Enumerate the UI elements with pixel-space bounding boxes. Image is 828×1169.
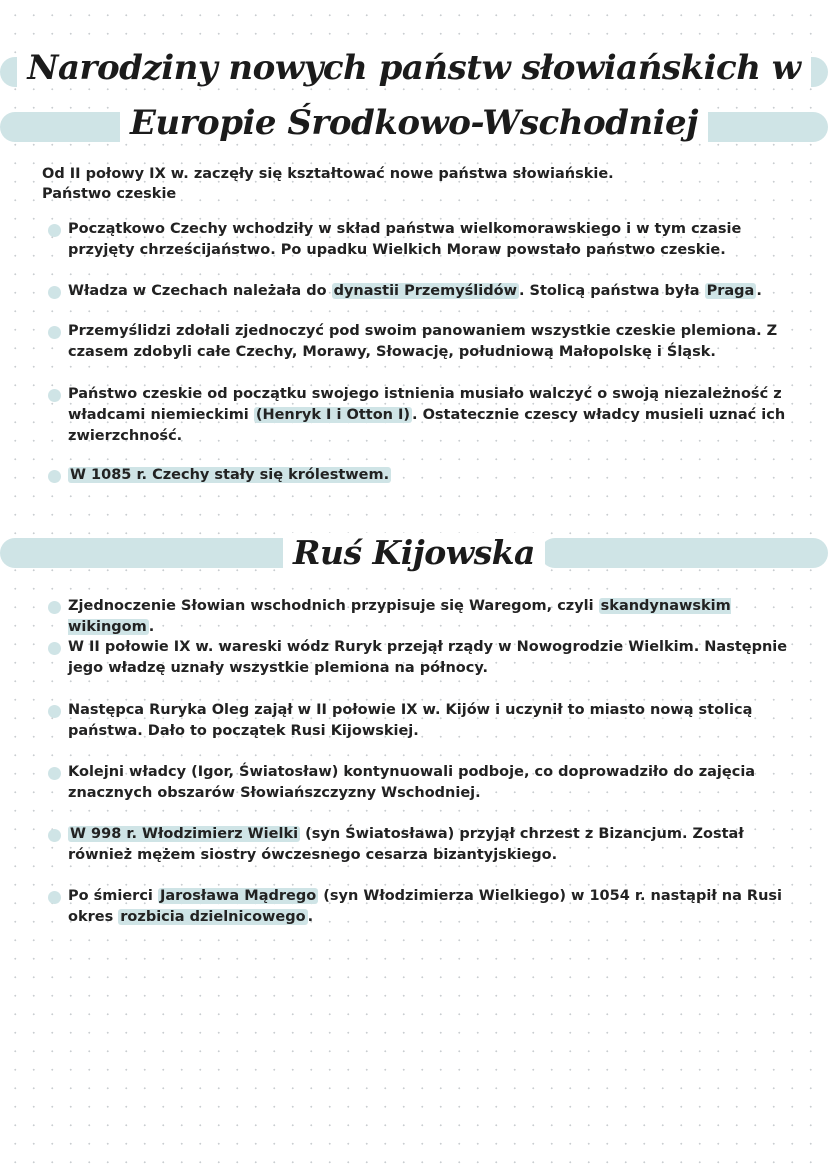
- bullet-dot: [48, 224, 61, 237]
- bullet-dot: [48, 767, 61, 780]
- highlight: Praga: [706, 283, 755, 299]
- list-item: Władza w Czechach należała do dynastii Przemyślidów . Stolicą państwa była Praga .: [68, 283, 762, 299]
- section-subtitle: Państwo czeskie: [42, 186, 177, 202]
- highlight: dynastii Przemyślidów: [333, 283, 517, 299]
- list-item: W 998 r. Włodzimierz Wielki (syn Światosława) przyjął chrzest z Bizancjum. Został również mężem siostry ówczesnego cesarza bizantyjskiego.: [68, 826, 744, 863]
- list-item: Początkowo Czechy wchodziły w skład państwa wielkomorawskiego i w tym czasie przyjęty chrześcijaństwo. Po upadku Wielkich Moraw powstało państwo czeskie.: [68, 221, 742, 258]
- bullet-dot: [48, 389, 61, 402]
- highlight: skandynawskim wikingom: [68, 598, 731, 635]
- bullet-dot: [48, 470, 61, 483]
- highlight: W 998 r. Włodzimierz Wielki: [70, 826, 299, 842]
- highlight: W 1085 r. Czechy stały się królestwem.: [70, 467, 390, 483]
- page-title-line-2: Europie Środkowo-Wschodniej: [0, 103, 828, 143]
- page-title-line-1: Narodziny nowych państw słowiańskich w: [0, 48, 828, 88]
- list-item: Państwo czeskie od początku swojego istnienia musiało walczyć o swoją niezależność z władcami niemieckimi (Henryk I i Otton I) . Ostatecznie czescy władcy musieli uznać ich zwierzchność.: [68, 386, 786, 444]
- list-item: Kolejni władcy (Igor, Światosław) kontynuowali podboje, co doprowadziło do zajęcia znacznych obszarów Słowiańszczyzny Wschodniej.: [68, 764, 756, 801]
- bullet-dot: [48, 891, 61, 904]
- bullet-dot: [48, 705, 61, 718]
- section-title: Ruś Kijowska: [0, 533, 828, 572]
- highlight: (Henryk I i Otton I): [255, 407, 411, 423]
- highlight: Jarosława Mądrego: [159, 888, 317, 904]
- list-item: [68, 465, 808, 486]
- list-item: Zjednoczenie Słowian wschodnich przypisuje się Waregom, czyli skandynawskim wikingom .: [68, 598, 731, 635]
- list-item: Przemyślidzi zdołali zjednoczyć pod swoim panowaniem wszystkie czeskie plemiona. Z czasem zdobyli całe Czechy, Morawy, Słowację, południową Małopolskę i Śląsk.: [68, 323, 778, 360]
- bullet-dot: [48, 829, 61, 842]
- bullet-dot: [48, 326, 61, 339]
- bullet-dot: [48, 286, 61, 299]
- list-item: Po śmierci Jarosława Mądrego (syn Włodzimierza Wielkiego) w 1054 r. nastąpił na Rusi okres rozbicia dzielnicowego .: [68, 888, 782, 925]
- highlight: rozbicia dzielnicowego: [120, 909, 306, 925]
- list-item: W II połowie IX w. wareski wódz Ruryk przejął rządy w Nowogrodzie Wielkim. Następnie jego władzę uznały wszystkie plemiona na północy.: [68, 639, 788, 676]
- bullet-dot: [48, 642, 61, 655]
- intro-line-1: Od II połowy IX w. zaczęły się kształtować nowe państwa słowiańskie.: [42, 166, 614, 182]
- bullet-dot: [48, 601, 61, 614]
- list-item: Następca Ruryka Oleg zajął w II połowie IX w. Kijów i uczynił to miasto nową stolicą państwa. Dało to początek Rusi Kijowskiej.: [68, 702, 753, 739]
